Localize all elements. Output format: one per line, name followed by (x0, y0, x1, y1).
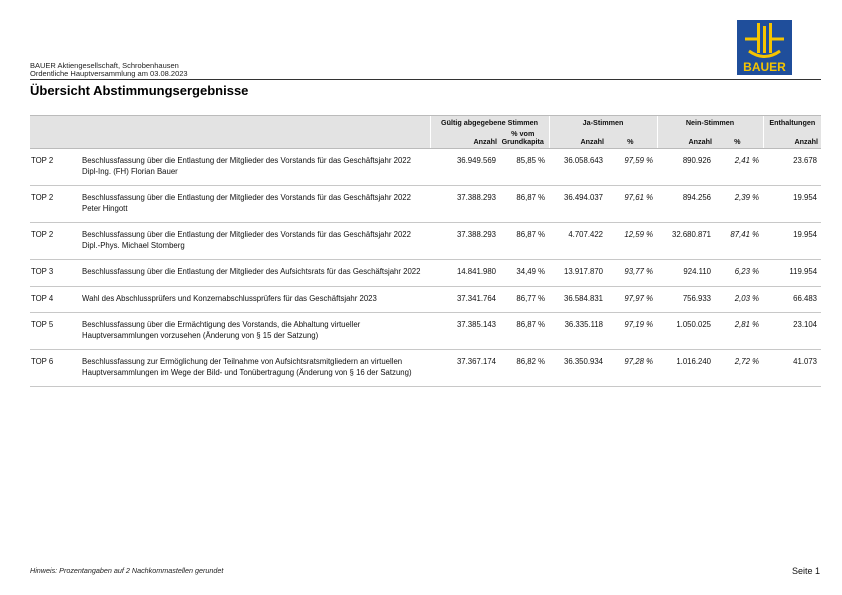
header-no-votes: Nein-Stimmen (657, 116, 763, 129)
valid-votes-count: 37.388.293 (430, 186, 500, 223)
abstentions-count: 19.954 (763, 186, 821, 223)
voting-results-table (30, 115, 821, 387)
subheader-no-count: Anzahl (657, 129, 715, 149)
agenda-item: TOP 3 (30, 260, 82, 287)
valid-votes-pct-capital: 86,87 % (500, 223, 549, 260)
no-votes-pct: 87,41 % (715, 223, 763, 260)
abstentions-count: 66.483 (763, 286, 821, 313)
subheader-yes-count: Anzahl (549, 129, 607, 149)
valid-votes-count: 37.367.174 (430, 350, 500, 387)
table-row (30, 223, 821, 260)
table-row (30, 186, 821, 223)
rounding-note: Hinweis: Prozentangaben auf 2 Nachkommastellen gerundet (30, 566, 224, 575)
valid-votes-pct-capital: 86,87 % (500, 186, 549, 223)
no-votes-pct: 2,72 % (715, 350, 763, 387)
resolution-description: Wahl des Abschlussprüfers und Konzernabschlussprüfers für das Geschäftsjahr 2023 (82, 286, 430, 313)
logo-text: BAUER (743, 60, 786, 74)
yes-votes-pct: 97,59 % (607, 149, 657, 186)
yes-votes-pct: 93,77 % (607, 260, 657, 287)
no-votes-pct: 6,23 % (715, 260, 763, 287)
header-yes-votes: Ja-Stimmen (549, 116, 657, 129)
abstentions-count: 41.073 (763, 350, 821, 387)
subheader-abstain-count: Anzahl (763, 129, 821, 149)
yes-votes-count: 36.494.037 (549, 186, 607, 223)
resolution-description: Beschlussfassung zur Ermöglichung der Teilnahme von Aufsichtsratsmitgliedern an virtuellen Hauptversammlungen im Wege der Bild- und Tonübertragung (Änderung von § 16 der Satzung) (82, 350, 430, 387)
resolution-description: Beschlussfassung über die Entlastung der Mitglieder des Aufsichtsrats für das Geschäftsjahr 2022 (82, 260, 430, 287)
yes-votes-count: 36.058.643 (549, 149, 607, 186)
yes-votes-pct: 97,19 % (607, 313, 657, 350)
no-votes-count: 756.933 (657, 286, 715, 313)
agenda-item: TOP 6 (30, 350, 82, 387)
valid-votes-pct-capital: 85,85 % (500, 149, 549, 186)
agenda-item: TOP 5 (30, 313, 82, 350)
page-number: Seite 1 (791, 566, 820, 576)
valid-votes-count: 37.341.764 (430, 286, 500, 313)
table-row (30, 313, 821, 350)
valid-votes-count: 36.949.569 (430, 149, 500, 186)
valid-votes-pct-capital: 86,87 % (500, 313, 549, 350)
no-votes-pct: 2,81 % (715, 313, 763, 350)
agenda-item: TOP 2 (30, 223, 82, 260)
resolution-description: Beschlussfassung über die Entlastung der Mitglieder des Vorstands für das Geschäftsjahr 2022 Dipl.-Phys. Michael Stomberg (82, 223, 430, 260)
table-row (30, 286, 821, 313)
yes-votes-pct: 12,59 % (607, 223, 657, 260)
yes-votes-count: 4.707.422 (549, 223, 607, 260)
table-row (30, 260, 821, 287)
yes-votes-count: 13.917.870 (549, 260, 607, 287)
header-abstentions: Enthaltungen (763, 116, 821, 129)
header-blank (30, 116, 430, 129)
no-votes-pct: 2,39 % (715, 186, 763, 223)
agenda-item: TOP 2 (30, 186, 82, 223)
subheader-yes-pct: % (607, 129, 657, 149)
agenda-item: TOP 4 (30, 286, 82, 313)
no-votes-count: 894.256 (657, 186, 715, 223)
no-votes-count: 924.110 (657, 260, 715, 287)
meeting-date: Ordentliche Hauptversammlung am 03.08.2023 (30, 69, 188, 78)
valid-votes-pct-capital: 86,77 % (500, 286, 549, 313)
page-title: Übersicht Abstimmungsergebnisse (30, 83, 249, 98)
yes-votes-count: 36.335.118 (549, 313, 607, 350)
no-votes-pct: 2,41 % (715, 149, 763, 186)
no-votes-pct: 2,03 % (715, 286, 763, 313)
yes-votes-count: 36.350.934 (549, 350, 607, 387)
yes-votes-pct: 97,28 % (607, 350, 657, 387)
abstentions-count: 23.678 (763, 149, 821, 186)
yes-votes-pct: 97,61 % (607, 186, 657, 223)
no-votes-count: 32.680.871 (657, 223, 715, 260)
resolution-description: Beschlussfassung über die Entlastung der Mitglieder des Vorstands für das Geschäftsjahr 2022 Peter Hingott (82, 186, 430, 223)
valid-votes-count: 37.388.293 (430, 223, 500, 260)
company-name: BAUER Aktiengesellschaft, Schrobenhausen (30, 61, 179, 70)
abstentions-count: 23.104 (763, 313, 821, 350)
header-divider (30, 79, 821, 80)
valid-votes-pct-capital: 86,82 % (500, 350, 549, 387)
resolution-description: Beschlussfassung über die Entlastung der Mitglieder des Vorstands für das Geschäftsjahr 2022 Dipl-Ing. (FH) Florian Bauer (82, 149, 430, 186)
yes-votes-pct: 97,97 % (607, 286, 657, 313)
table-row (30, 350, 821, 387)
subheader-valid-count: Anzahl (430, 129, 500, 149)
subheader-pct-capital: % vom Grundkapita (500, 129, 549, 149)
no-votes-count: 1.050.025 (657, 313, 715, 350)
valid-votes-pct-capital: 34,49 % (500, 260, 549, 287)
agenda-item: TOP 2 (30, 149, 82, 186)
no-votes-count: 1.016.240 (657, 350, 715, 387)
abstentions-count: 119.954 (763, 260, 821, 287)
abstentions-count: 19.954 (763, 223, 821, 260)
valid-votes-count: 14.841.980 (430, 260, 500, 287)
valid-votes-count: 37.385.143 (430, 313, 500, 350)
subheader-no-pct: % (715, 129, 763, 149)
resolution-description: Beschlussfassung über die Ermächtigung des Vorstands, die Abhaltung virtueller Hauptversammlungen vorzusehen (Änderung von § 15 der Satzung) (82, 313, 430, 350)
bauer-logo (737, 20, 792, 75)
yes-votes-count: 36.584.831 (549, 286, 607, 313)
header-valid-votes: Gültig abgegebene Stimmen (430, 116, 549, 129)
subheader-blank (30, 129, 430, 149)
table-row (30, 149, 821, 186)
no-votes-count: 890.926 (657, 149, 715, 186)
